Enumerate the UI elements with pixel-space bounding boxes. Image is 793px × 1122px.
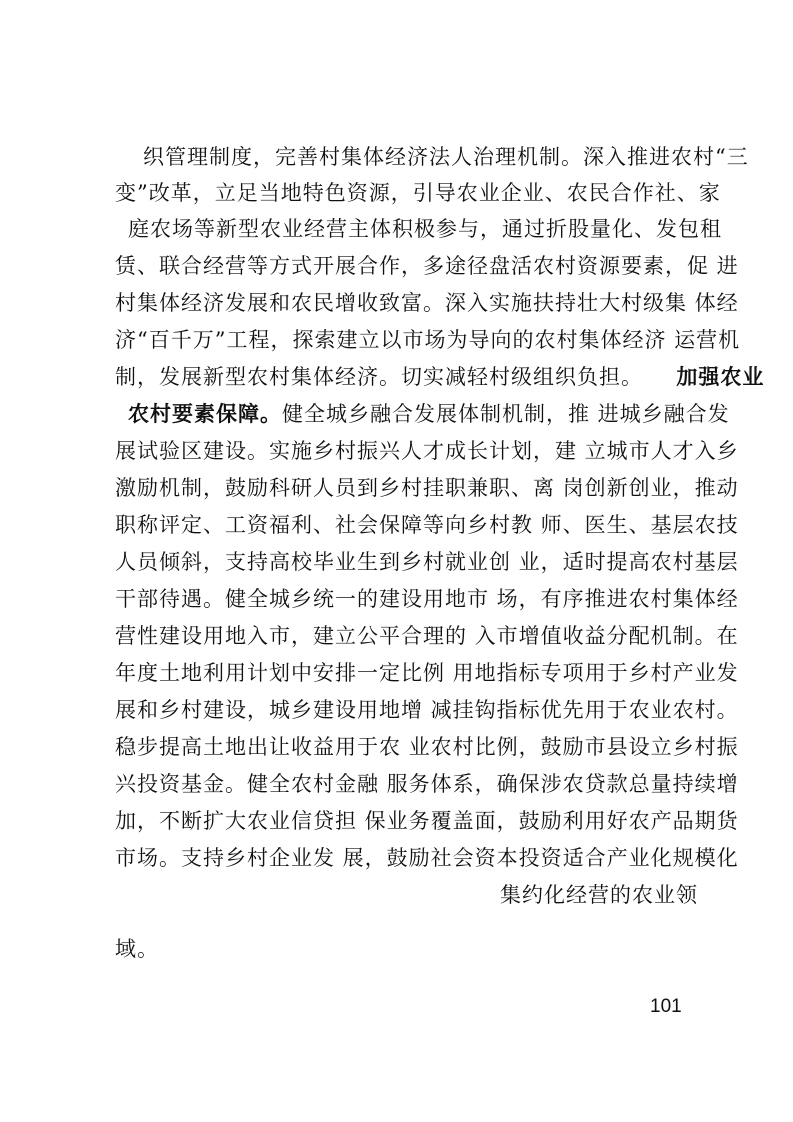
- body-text-line: 加，不断扩大农业信贷担 保业务覆盖面，鼓励利用好农产品期货: [115, 809, 739, 833]
- body-text-line: 年度土地利用计划中安排一定比例 用地指标专项用于乡村产业发: [115, 661, 739, 685]
- body-text-line: 展试验区建设。实施乡村振兴人才成长计划，建 立城市人才入乡: [115, 439, 739, 463]
- body-text-line: 赁、联合经营等方式开展合作，多途径盘活农村资源要素，促 进: [115, 254, 739, 278]
- section-heading: 加强农业: [676, 365, 765, 389]
- body-text-line: [115, 362, 764, 392]
- section-heading: 农村要素保障。: [128, 402, 282, 426]
- body-text-line: 稳步提高土地出让收益用于农 业农村比例，鼓励市县设立乡村振: [115, 735, 739, 759]
- body-text-line: 变”改革，立足当地特色资源，引导农业企业、农民合作社、家: [115, 181, 721, 205]
- body-text-line: 激励机制，鼓励科研人员到乡村挂职兼职、离 岗创新创业，推动: [115, 476, 739, 500]
- body-text-line: [128, 399, 730, 429]
- page-number: 101: [650, 996, 682, 1017]
- body-text-line: 兴投资基金。健全农村金融 服务体系，确保涉农贷款总量持续增: [115, 772, 739, 796]
- body-text-line: 域。: [115, 937, 159, 961]
- body-text-line: 市场。支持乡村企业发 展，鼓励社会资本投资适合产业化规模化: [115, 846, 739, 870]
- body-text: 健全城乡融合发展体制机制，推 进城乡融合发: [282, 402, 730, 426]
- body-text-line: 村集体经济发展和农民增收致富。深入实施扶持壮大村级集 体经: [115, 291, 739, 315]
- body-text-line: 干部待遇。健全城乡统一的建设用地市 场，有序推进农村集体经: [115, 587, 739, 611]
- body-text-line: 人员倾斜，支持高校毕业生到乡村就业创 业，适时提高农村基层: [115, 550, 739, 574]
- body-text-line: 营性建设用地入市，建立公平合理的 入市增值收益分配机制。在: [115, 624, 739, 648]
- body-text-line: 展和乡村建设，城乡建设用地增 减挂钩指标优先用于农业农村。: [115, 698, 739, 722]
- body-text-line: 职称评定、工资福利、社会保障等向乡村教 师、医生、基层农技: [115, 513, 739, 537]
- body-text: 制，发展新型农村集体经济。切实减轻村级组织负担。: [115, 365, 643, 389]
- body-text-line: 集约化经营的农业领: [500, 883, 698, 907]
- body-text-line: 济“百千万”工程，探索建立以市场为导向的农村集体经济 运营机: [115, 328, 741, 352]
- body-text-line: 织管理制度，完善村集体经济法人治理机制。深入推进农村“三: [143, 145, 749, 169]
- body-text-line: 庭农场等新型农业经营主体积极参与，通过折股量化、发包租: [128, 217, 722, 241]
